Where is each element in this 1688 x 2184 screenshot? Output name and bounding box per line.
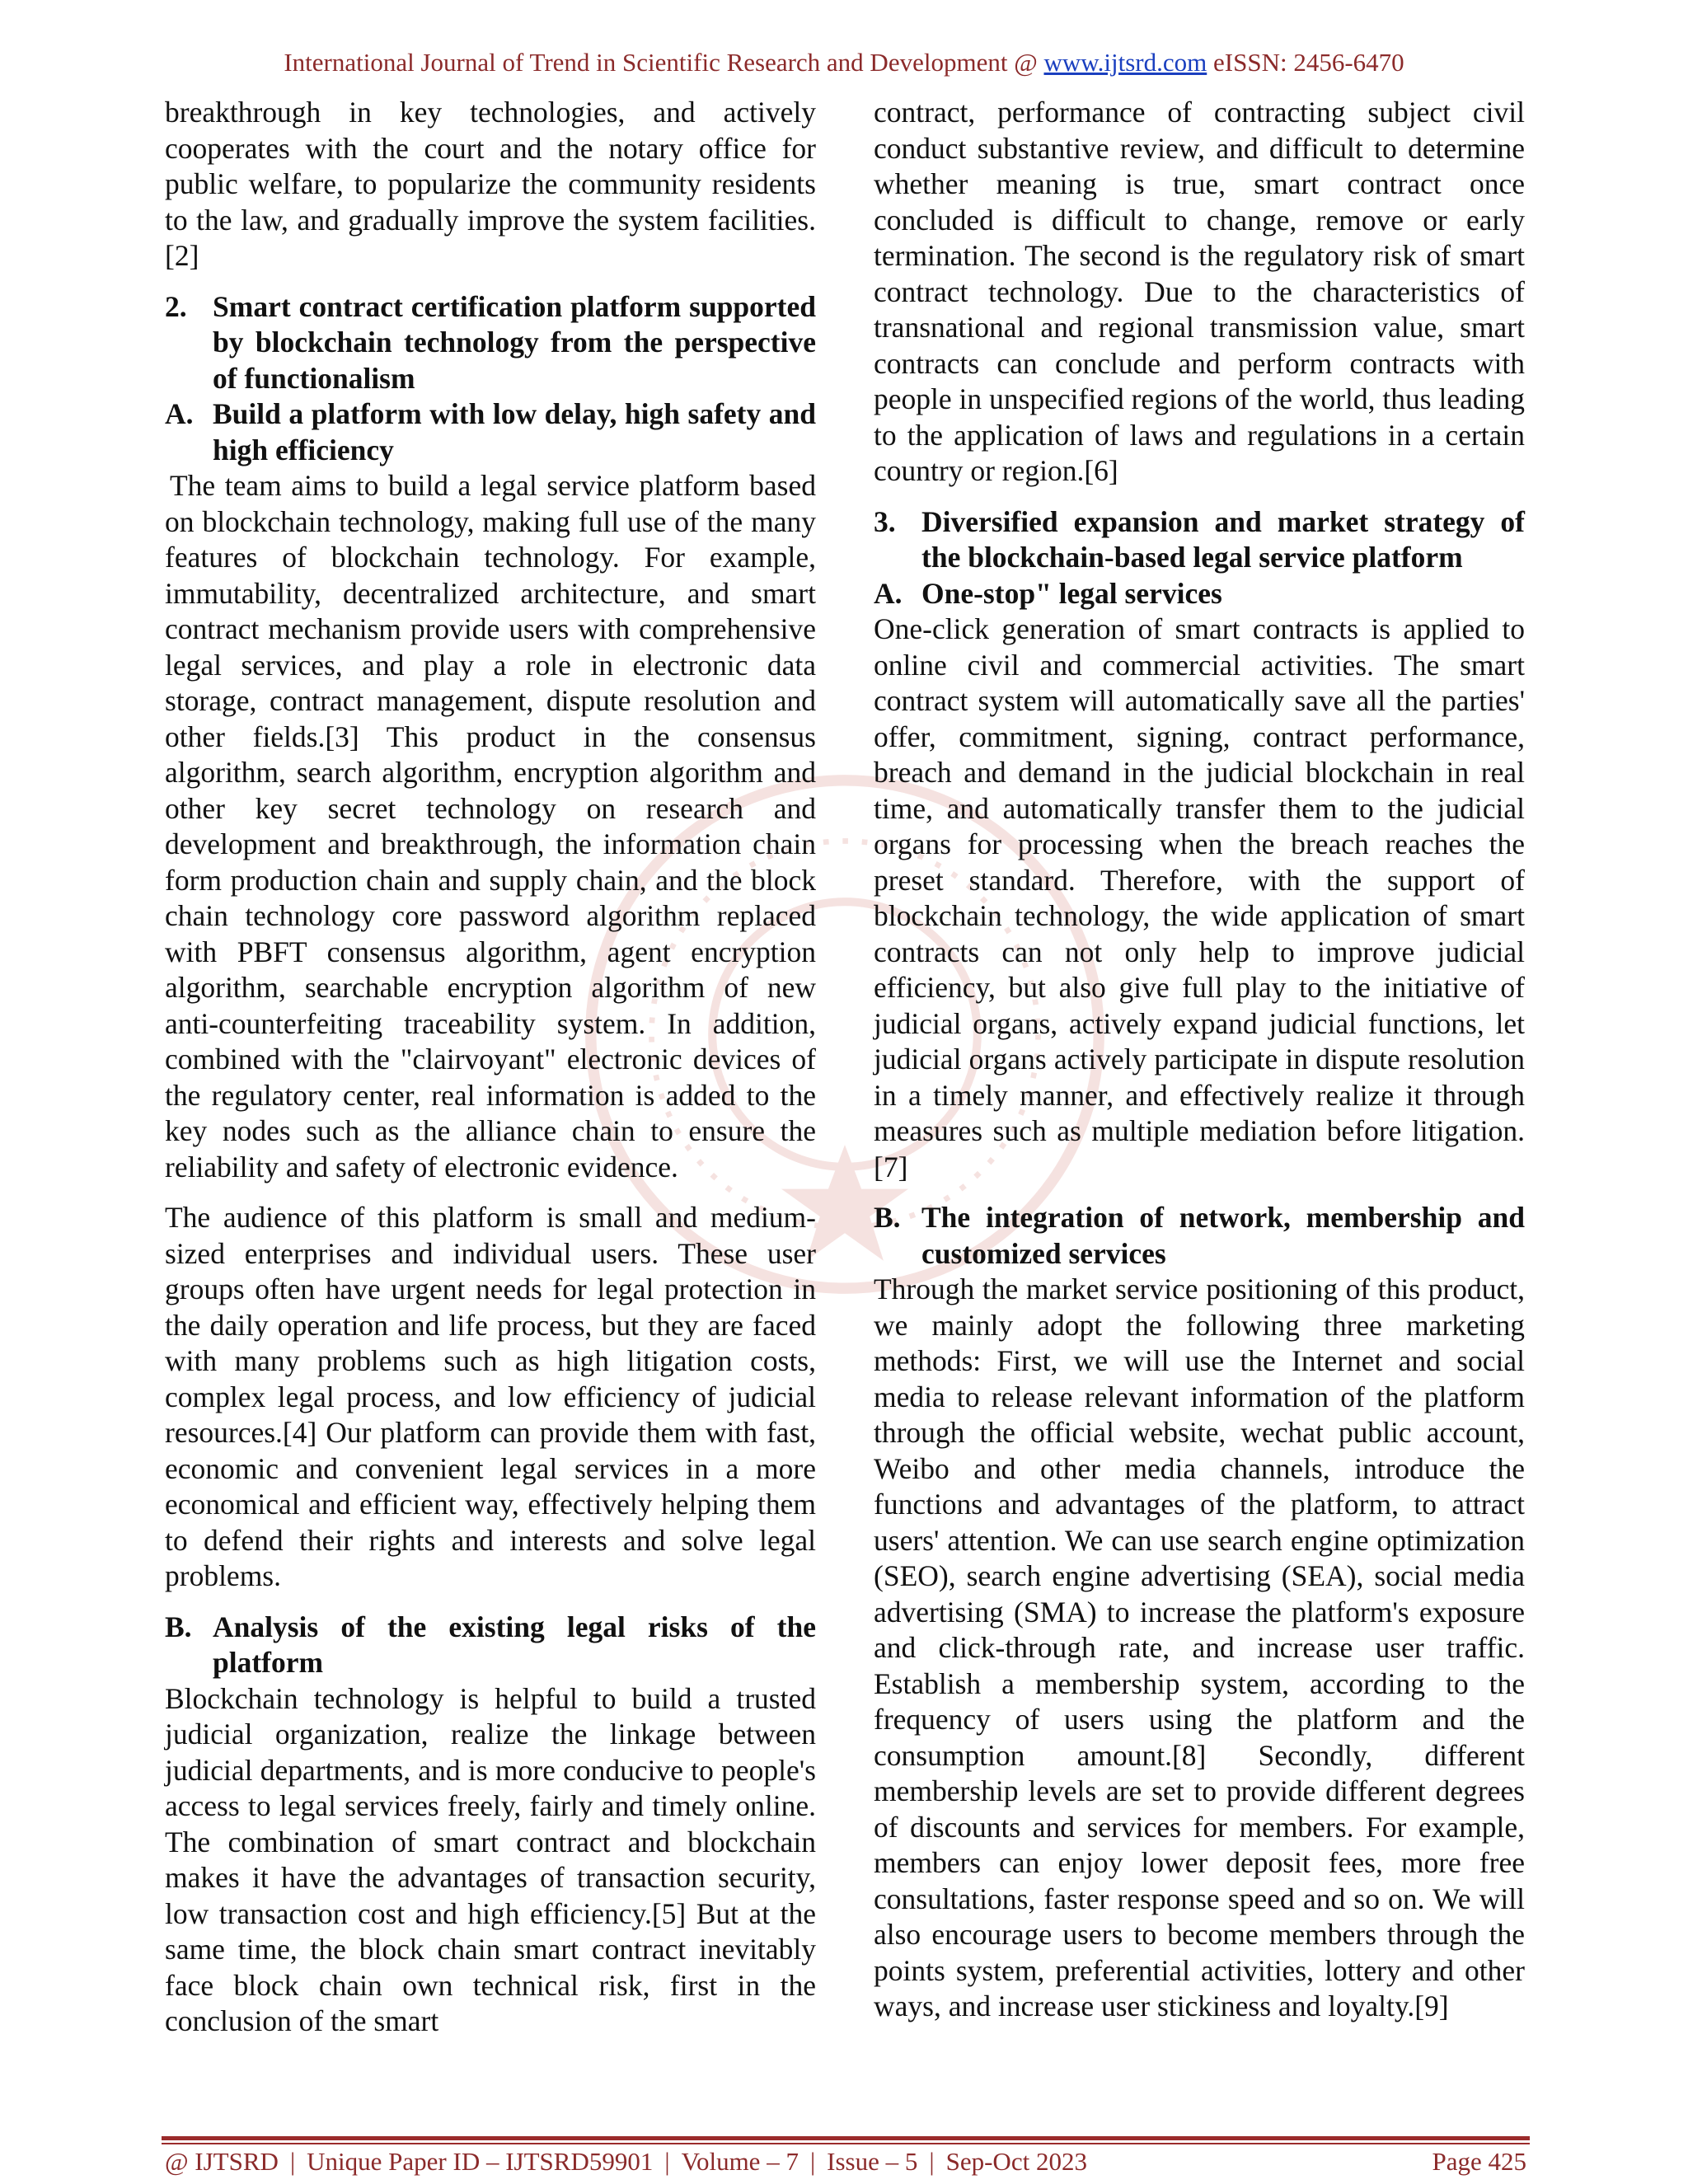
subsection-title: One-stop" legal services bbox=[921, 576, 1222, 610]
paragraph: The audience of this platform is small and medium-sized enterprises and individual users. These user groups often have urgent needs for legal protection in the daily operation and life process, but they are faced with many problems such as high litigation costs, complex legal process, and low efficiency of judicial resources.[4] Our platform can provide them with fast, economic and convenient legal services in a more economical and efficient way, effectively helping them to defend their rights and interests and solve legal problems. bbox=[165, 1201, 816, 1592]
section-heading-3 bbox=[874, 504, 1525, 576]
paragraph: One-click generation of smart contracts is applied to online civil and commercial activities. The smart contract system will automatically save all the parties' offer, commitment, signing, contract performance, breach and demand in the judicial blockchain in real time, and automatically transfer them to the judicial organs for processing when the breach reaches the preset standard. Therefore, with the support of blockchain technology, the wide application of smart contracts can not only help to improve judicial efficiency, but also give full play to the initiative of judicial organs, actively expand judicial functions, let judicial organs actively participate in dispute resolution in a timely manner, and effectively realize it through measures such as multiple mediation before litigation.[7] bbox=[874, 612, 1525, 1183]
paragraph: breakthrough in key technologies, and actively cooperates with the court and the notary office for public welfare, to popularize the community residents to the law, and gradually improve the system facilities.[2] bbox=[165, 96, 816, 272]
right-column bbox=[874, 95, 1525, 2025]
section-number: 2. bbox=[165, 289, 187, 323]
header-issn: eISSN: 2456-6470 bbox=[1213, 48, 1404, 77]
footer-page-number: Page 425 bbox=[1432, 2147, 1526, 2176]
paragraph: Blockchain technology is helpful to build a trusted judicial organization, realize the linkage between judicial departments, and is more conducive to people's access to legal services freely, fairly and timely online. The combination of smart contract and blockchain makes it have the advantages of transaction security, low transaction cost and high efficiency.[5] But at the same time, the block chain smart contract inevitably face block chain own technical risk, first in the conclusion of the smart bbox=[165, 1681, 816, 2037]
running-footer: @ IJTSRD | Unique Paper ID – IJTSRD59901 | Volume – 7 | Issue – 5 | Sep-Oct 2023 Page 425 bbox=[165, 2147, 1526, 2176]
section-number: 3. bbox=[874, 504, 896, 538]
subsection-heading-b bbox=[874, 1200, 1525, 1272]
subsection-letter: A. bbox=[874, 576, 903, 610]
subsection-letter: B. bbox=[165, 1610, 192, 1643]
subsection-letter: B. bbox=[874, 1201, 901, 1234]
footer-volume: Volume – 7 bbox=[681, 2147, 799, 2176]
subsection-heading-a bbox=[874, 576, 1525, 612]
running-header bbox=[0, 48, 1688, 77]
footer-date: Sep-Oct 2023 bbox=[945, 2147, 1087, 2176]
footer-rule bbox=[162, 2136, 1530, 2140]
footer-paper-id: Unique Paper ID – IJTSRD59901 bbox=[307, 2147, 654, 2176]
subsection-heading-b bbox=[165, 1610, 816, 1681]
subsection-title: Build a platform with low delay, high safety and high efficiency bbox=[213, 397, 816, 466]
header-journal-name: International Journal of Trend in Scientific Research and Development @ bbox=[284, 48, 1038, 77]
subsection-title: Analysis of the existing legal risks of the platform bbox=[213, 1610, 816, 1679]
header-website-link[interactable]: www.ijtsrd.com bbox=[1043, 48, 1207, 77]
section-title: Diversified expansion and market strategy of the blockchain-based legal service platform bbox=[921, 504, 1525, 574]
subsection-letter: A. bbox=[165, 397, 194, 430]
paragraph: contract, performance of contracting subject civil conduct substantive review, and difficult to determine whether meaning is true, smart contract once concluded is difficult to change, remove or early termination. The second is the regulatory risk of smart contract technology. Due to the characteristics of transnational and regional transmission value, smart contracts can conclude and perform contracts with people in unspecified regions of the world, thus leading to the application of laws and regulations in a certain country or region.[6] bbox=[874, 96, 1525, 487]
left-column bbox=[165, 95, 816, 2040]
paragraph: Through the market service positioning of this product, we mainly adopt the following three marketing methods: First, we will use the Internet and social media to release relevant information of the platform through the official website, wechat public account, Weibo and other media channels, introduce the functions and advantages of the platform, to attract users' attention. We can use search engine optimization (SEO), search engine advertising (SEA), social media advertising (SMA) to increase the platform's exposure and click-through rate, and increase user traffic. Establish a membership system, according to the frequency of users using the platform and the consumption amount.[8] Secondly, different membership levels are set to provide different degrees of discounts and services for members. For example, members can enjoy lower deposit fees, more free consultations, faster response speed and so on. We will also encourage users to become members through the points system, preferential activities, lottery and other ways, and increase user stickiness and loyalty.[9] bbox=[874, 1272, 1525, 2022]
section-title: Smart contract certification platform supported by blockchain technology from the perspective of functionalism bbox=[213, 289, 816, 395]
section-heading-2 bbox=[165, 289, 816, 397]
subsection-title: The integration of network, membership and customized services bbox=[921, 1201, 1525, 1270]
paragraph: The team aims to build a legal service platform based on blockchain technology, making full use of the many features of blockchain technology. For example, immutability, decentralized architecture, and smart contract mechanism provide users with comprehensive legal services, and play a role in electronic data storage, contract management, dispute resolution and other fields.[3] This product in the consensus algorithm, search algorithm, encryption algorithm and other key secret technology on research and development and breakthrough, the information chain form production chain and supply chain, and the block chain technology core password algorithm replaced with PBFT consensus algorithm, agent encryption algorithm, searchable encryption algorithm of new anti-counterfeiting traceability system. In addition, combined with the "clairvoyant" electronic devices of the regulatory center, real information is added to the key nodes such as the alliance chain to ensure the reliability and safety of electronic evidence. bbox=[165, 469, 816, 1183]
footer-issue: Issue – 5 bbox=[827, 2147, 918, 2176]
footer-rule-thin bbox=[162, 2143, 1530, 2144]
footer-journal: @ IJTSRD bbox=[165, 2147, 279, 2176]
subsection-heading-a bbox=[165, 396, 816, 468]
